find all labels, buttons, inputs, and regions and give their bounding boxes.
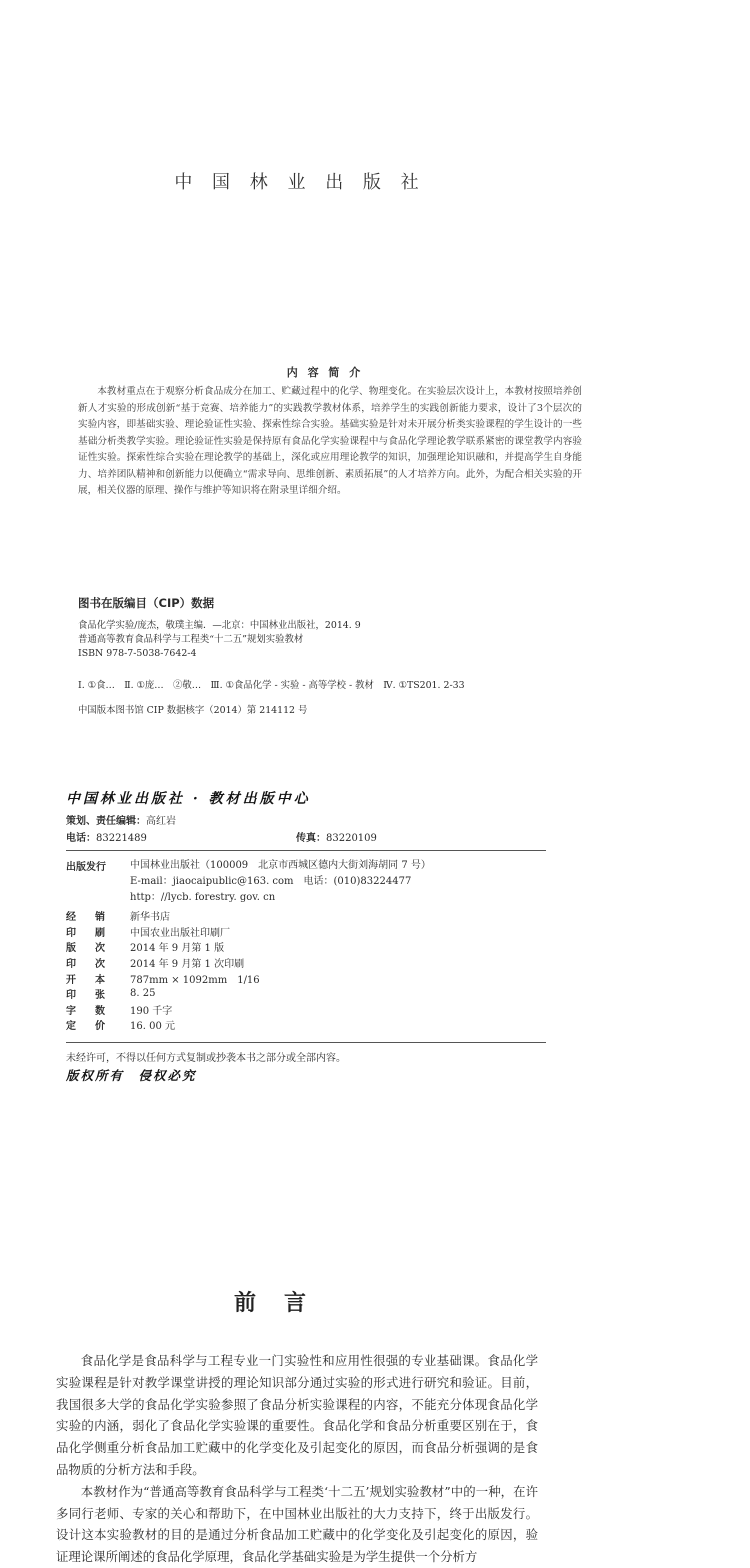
preface-paragraph: 本教材作为“普通高等教育食品科学与工程类‘十二五’规划实验教材”中的一种，在许多同行老师、专家的关心和帮助下，在中国林业出版社的大力支持下，终于出版发行。设计这本实验教材的目的是通过分析食品加工贮藏中的化学变化及引起变化的原因，验证理论课所阐述的食品化学原理，食品化学基础实验是为学生提供一个分析方 [56,1483,538,1565]
publisher-title: 中 国 林 业 出 版 社 [174,172,426,193]
phone-line [66,829,147,844]
fax-label: 传真： [296,833,326,844]
publishing-center-title: 中国林业出版社 · 教材出版中心 [66,791,311,807]
spec-value: 2014 年 9 月第 1 次印刷 [130,959,245,971]
spec-value: 787mm × 1092mm 1/16 [130,974,260,986]
spec-row [66,970,260,986]
copyright-note: 未经许可，不得以任何方式复制或抄袭本书之部分或全部内容。 [66,1053,346,1064]
publisher-website: http：//lycb. forestry. gov. cn [130,892,276,903]
publication-label: 出版发行 [66,862,106,873]
spec-value: 8. 25 [130,988,156,1000]
cip-line: ISBN 978-7-5038-7642-4 [78,648,197,659]
phone-label: 电话： [66,833,96,844]
preface-paragraph: 食品化学是食品科学与工程专业一门实验性和应用性很强的专业基础课。食品化学实验课程是针对教学课堂讲授的理论知识部分通过实验的形式进行研究和验证。目前，我国很多大学的食品化学实验参照了食品分析实验课程的内容，不能充分体现食品化学实验的内涵，弱化了食品化学实验课的重要性。食品化学和食品分析重要区别在于，食品化学侧重分析食品加工贮藏中的化学变化及引起变化的原因，而食品分析强调的是食品物质的分析方法和手段。 [56,1353,538,1477]
spec-row [66,955,260,971]
fax-line [296,829,377,844]
cip-heading: 图书在版编目（CIP）数据 [78,596,215,610]
spec-row [66,986,260,1002]
publisher-address: 中国林业出版社（100009 北京市西城区德内大街刘海胡同 7 号） [130,860,431,871]
cip-classification: Ⅰ. ①食… Ⅱ. ①庞… ②敬… Ⅲ. ①食品化学 - 实验 - 高等学校 - 教材 Ⅳ. ①TS201. 2-33 [78,680,465,691]
cip-verification: 中国版本图书馆 CIP 数据核字（2014）第 214112 号 [78,705,308,716]
spec-label: 印次 [66,959,124,971]
spec-label: 印刷 [66,927,124,939]
publication-info [130,858,431,906]
spec-label: 版次 [66,943,124,955]
editor-line [66,812,176,827]
spec-row [66,1002,260,1018]
divider [66,1042,546,1043]
spec-label: 印张 [66,990,124,1002]
summary-heading: 内 容 简 介 [286,366,364,379]
cip-line: 食品化学实验/庞杰，敬璞主编．—北京：中国林业出版社，2014. 9 [78,620,361,631]
spec-value: 16. 00 元 [130,1021,175,1033]
spec-row [66,924,260,940]
phone-number: 83221489 [96,833,147,844]
spec-row [66,939,260,955]
editor-label: 策划、责任编辑： [66,816,146,827]
spec-label: 字数 [66,1005,124,1017]
spec-value: 2014 年 9 月第 1 版 [130,943,225,955]
divider [66,850,546,851]
preface-title: 前言 [233,1291,334,1316]
spec-value: 中国农业出版社印刷厂 [130,927,230,939]
cip-catalog-lines [78,619,361,661]
preface-body [56,1350,538,1568]
spec-label: 开本 [66,974,124,986]
editor-name: 高红岩 [146,816,176,827]
spec-label: 定价 [66,1021,124,1033]
publisher-contact: E-mail：jiaocaipublic@163. com 电话：(010)83224477 [130,876,412,887]
summary-body: 本教材重点在于观察分析食品成分在加工、贮藏过程中的化学、物理变化。在实验层次设计上，本教材按照培养创新人才实验的形成创新“基于竞赛、培养能力”的实践教学教材体系，培养学生的实践创新能力要求，设计了3个层次的实验内容，即基础实验、理论验证性实验、探索性综合实验。基础实验是针对未开展分析类实验课程的学生设计的一些基础分析类教学实验。理论验证性实验是保持原有食品化学实验课程中与食品化学理论教学联系紧密的课堂教学内容验证性实验。探索性综合实验在理论教学的基础上，深化或应用理论教学的知识，加强理论知识融和，并提高学生自身能力、培养团队精神和创新能力以便确立“需求导向、思维创新、素质拓展”的人才培养方向。此外，为配合相关实验的开展，相关仪器的原理、操作与维护等知识将在附录里详细介绍。 [78,386,582,496]
fax-number: 83220109 [326,833,377,844]
cip-line: 普通高等教育食品科学与工程类“十二五”规划实验教材 [78,634,304,645]
spec-label: 经销 [66,912,124,924]
specs-table [66,908,260,1033]
spec-row [66,1017,260,1033]
rights-reserved: 版权所有 侵权必究 [66,1068,197,1083]
spec-value: 新华书店 [130,912,170,924]
spec-value: 190 千字 [130,1005,173,1017]
spec-row [66,908,260,924]
